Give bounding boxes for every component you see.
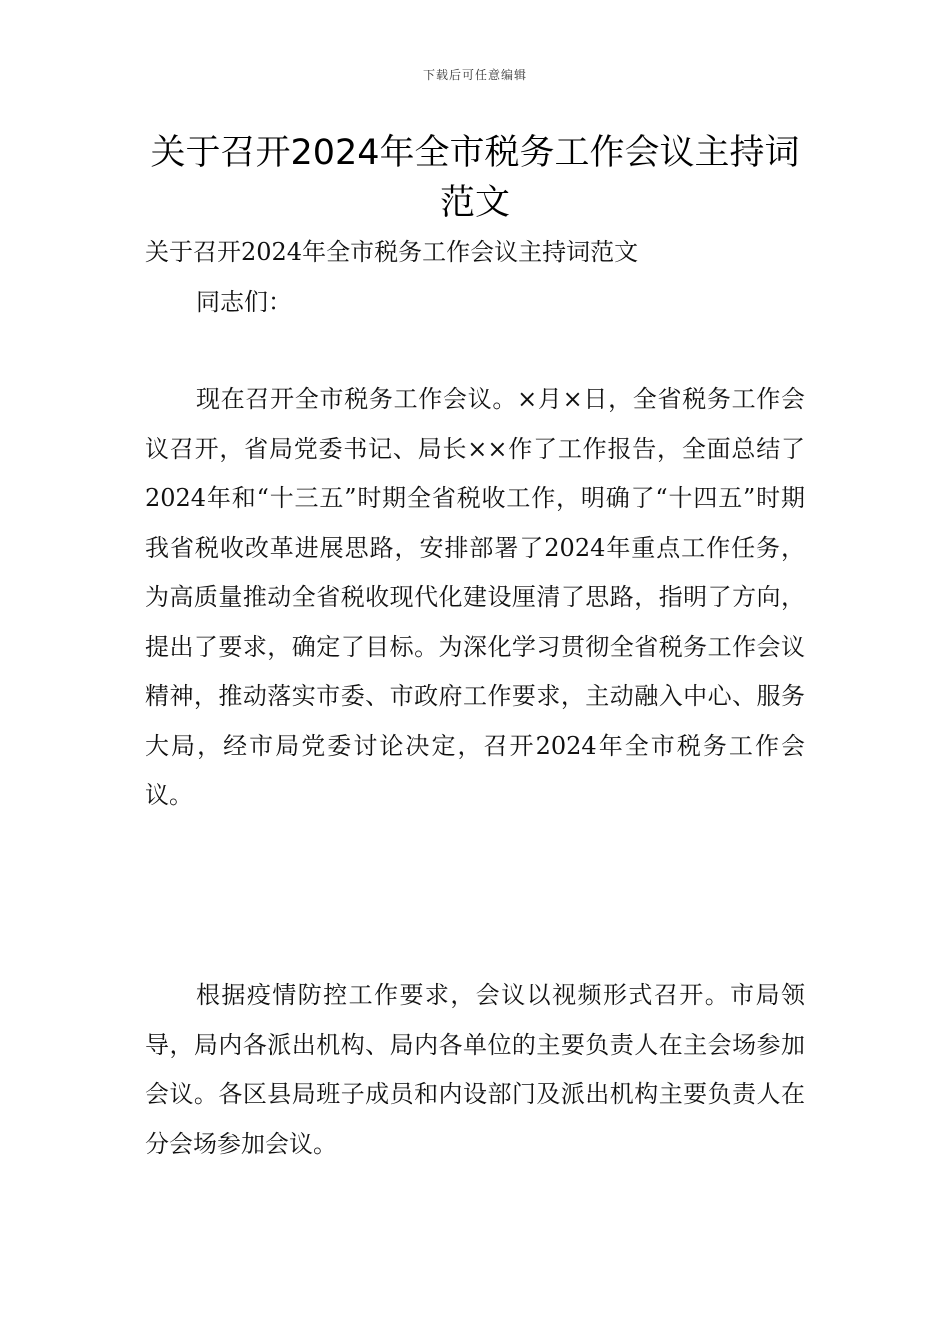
paragraph-meeting-format: 根据疫情防控工作要求，会议以视频形式召开。市局领导，局内各派出机构、局内各单位的主要负责人在主会场参加会议。各区县局班子成员和内设部门及派出机构主要负责人在分会场参加会议。 — [145, 981, 805, 1158]
salutation: 同志们： — [196, 288, 292, 316]
paragraph-meeting-background: 现在召开全市税务工作会议。×月×日，全省税务工作会议召开，省局党委书记、局长××作了工作报告，全面总结了2024年和“十三五”时期全省税收工作，明确了“十四五”时期我省税收改革进展思路，安排部署了2024年重点工作任务，为高质量推动全省税收现代化建设厘清了思路，指明了方向，提出了要求，确定了目标。为深化学习贯彻全省税务工作会议精神，推动落实市委、市政府工作要求，主动融入中心、服务大局，经市局党委讨论决定，召开2024年全市税务工作会议。 — [145, 385, 805, 809]
document-title: 关于召开2024年全市税务工作会议主持词范文 — [150, 133, 800, 223]
header-note: 下载后可任意编辑 — [422, 68, 527, 82]
document-subtitle: 关于召开2024年全市税务工作会议主持词范文 — [145, 238, 639, 266]
